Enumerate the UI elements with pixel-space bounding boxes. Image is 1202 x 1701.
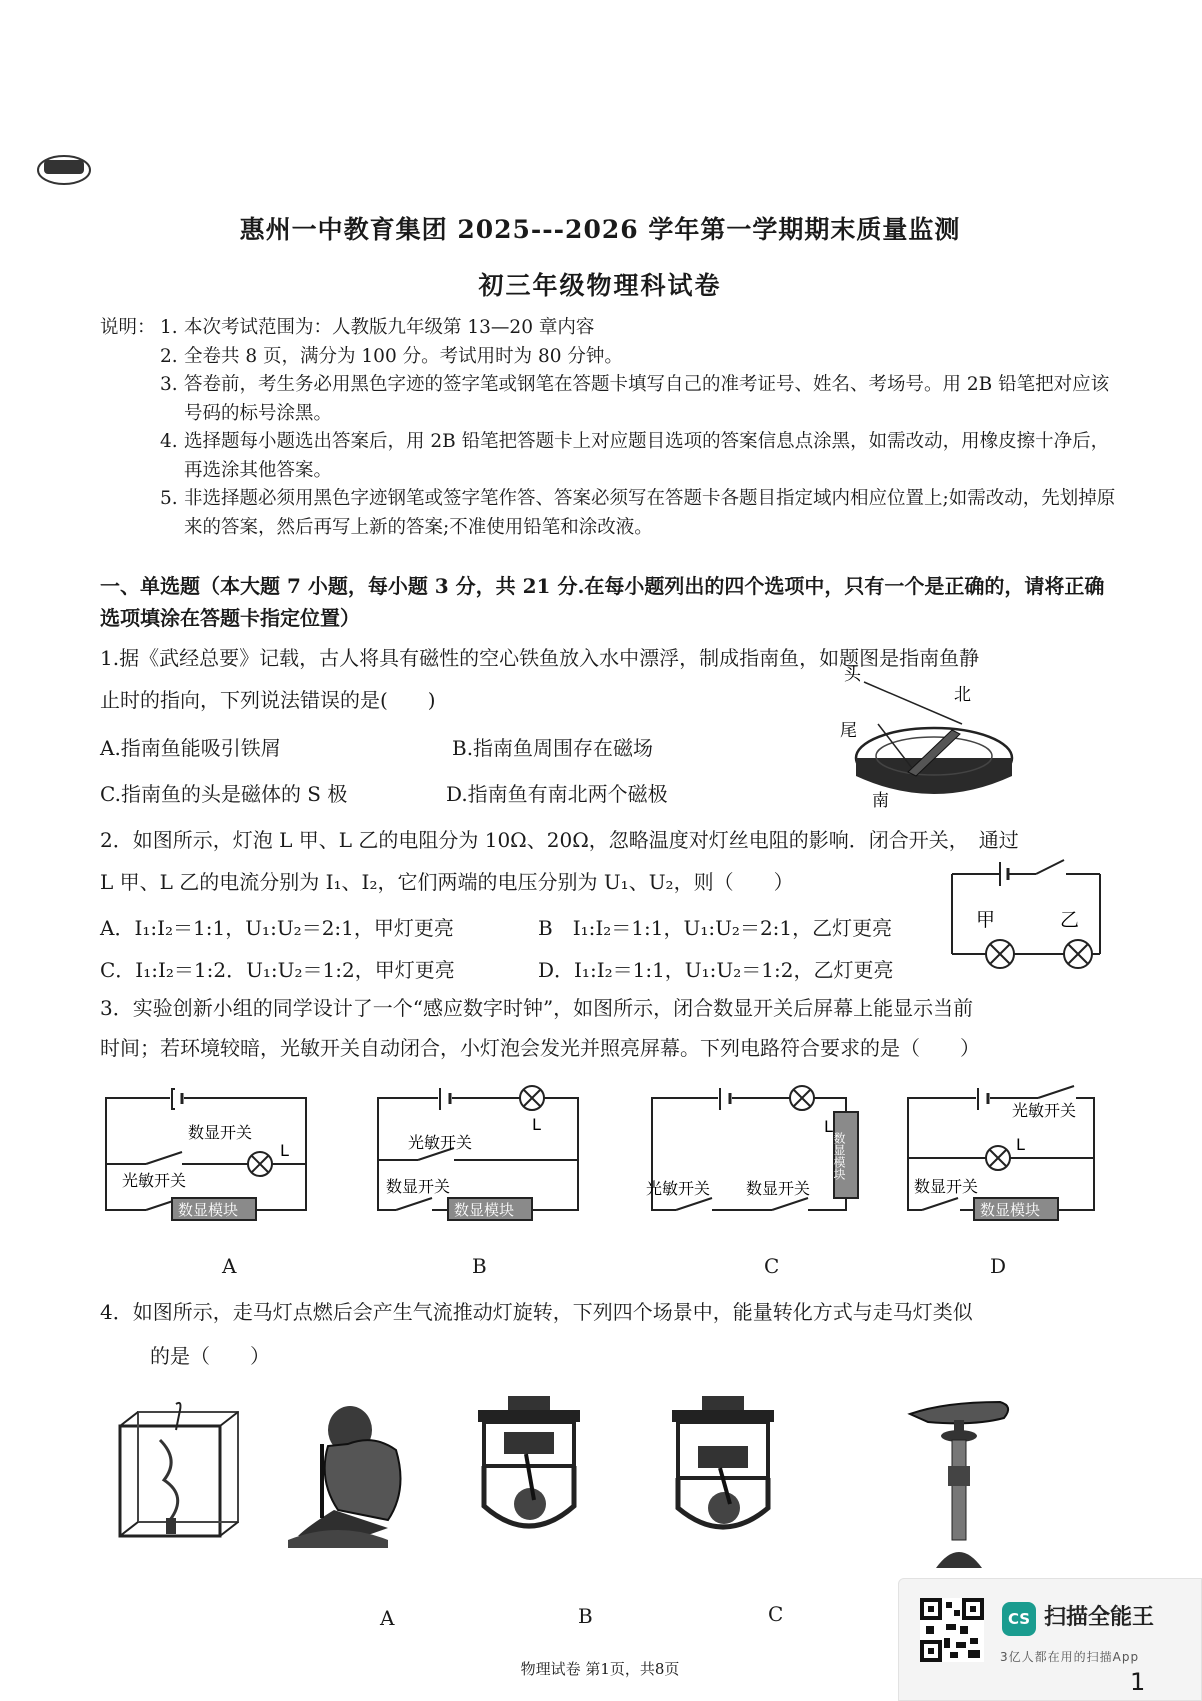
watermark-tagline: 3亿人都在用的扫描App: [1000, 1650, 1140, 1664]
engine-c-illustration: [668, 1396, 778, 1546]
q3-circuit-d: [902, 1082, 1102, 1232]
q3-circuit-b: [372, 1082, 592, 1232]
instruction-item: 选择题每小题选出答案后，用 2B 铅笔把答题卡上对应题目选项的答案信息点涂黑，如需改动，用橡皮擦十净后，再选涂其他答案。: [184, 431, 1110, 481]
label-module: 数显模块: [832, 1132, 846, 1180]
q1-option-a: A.指南鱼能吸引铁屑: [100, 736, 281, 760]
page-number: 1: [1130, 1668, 1146, 1696]
q3-circuit-c: [646, 1082, 866, 1232]
label-sw: 光敏开关: [646, 1179, 711, 1198]
q2-circuit-figure: [946, 858, 1106, 978]
instruction-item: 本次考试范围为：人教版九年级第 13—20 章内容: [184, 317, 595, 338]
label-sw: 数显开关: [914, 1177, 979, 1196]
instructions-label: 说明：: [100, 317, 156, 338]
q2-option-c: C．I₁:I₂＝1:2．U₁:U₂＝1:2，甲灯更亮: [100, 958, 455, 982]
exam-subtitle: 初三年级物理科试卷: [478, 271, 722, 300]
page-footer: 物理试卷 第1页，共8页: [520, 1660, 680, 1678]
q1-option-d: D.指南鱼有南北两个磁极: [446, 782, 668, 806]
scene-label-c: C: [768, 1602, 784, 1626]
q3-stem-line2: 时间；若环境较暗，光敏开关自动闭合，小灯泡会发光并照亮屏幕。下列电路符合要求的是（ ）: [100, 1036, 980, 1060]
label-north: 北: [954, 685, 971, 705]
instruction-item: 全卷共 8 页，满分为 100 分。考试用时为 80 分钟。: [184, 345, 623, 367]
label-sw: 数显开关: [746, 1179, 811, 1198]
label-head: 头: [844, 665, 861, 685]
camscanner-logo-icon: CS: [1002, 1602, 1036, 1636]
q2-option-b: B I₁:I₂＝1:1，U₁:U₂＝2:1，乙灯更亮: [538, 916, 893, 940]
wood-drilling-illustration: [278, 1400, 448, 1550]
q3-circuit-a: [100, 1082, 320, 1232]
scene-label-a: A: [380, 1606, 395, 1630]
q1-option-b: B.指南鱼周围存在磁场: [452, 736, 654, 760]
label-lamp: L: [824, 1117, 833, 1136]
engine-b-illustration: [474, 1396, 584, 1546]
circuit-label-c: C: [764, 1254, 780, 1278]
q3-stem-line1: 3．实验创新小组的同学设计了一个“感应数字时钟”，如图所示，闭合数显开关后屏幕上能显示当前: [100, 996, 974, 1020]
q4-stem-line2: 的是（ ）: [150, 1344, 270, 1368]
label-sw: 光敏开关: [408, 1133, 473, 1152]
qr-code-icon: [920, 1598, 984, 1662]
circuit-label-d: D: [990, 1254, 1007, 1278]
q1-option-c: C.指南鱼的头是磁体的 S 极: [100, 782, 348, 806]
scene-label-b: B: [578, 1604, 593, 1628]
instructions: 说明： 1. 本次考试范围为：人教版九年级第 13—20 章内容 2. 全卷共 8 页，满分为 100 分。考试用时为 80 分钟。 3. 答卷前，考生务必用黑色字迹的签字笔或钢笔在答题卡填写自己的准考证号、姓名、考场号。用 2B 铅笔把对应该号码的标号涂黑。 4. 选择题每小题选出答案后，用 2B 铅笔把答题卡上对应题目选项的答案信息点涂黑，如需改动，用橡皮擦十净后，再选涂其他答案。 5. 非选择题必须用黑色字迹钢笔或签字笔作答、答案必须写在答题卡各题目指定域内相应位置上;如需改动，先划掉原来的答案，然后再写上新的答案;不准使用铅笔和涂改液。: [100, 314, 1120, 542]
label-lamp-jia: 甲: [976, 909, 996, 931]
q1-stem-line1: 1.据《武经总要》记载，古人将具有磁性的空心铁鱼放入水中漂浮，制成指南鱼，如题图是指南鱼静: [100, 646, 980, 670]
q2-stem-line2: L 甲、L 乙的电流分别为 I₁、I₂，它们两端的电压分别为 U₁、U₂，则（ ）: [100, 870, 794, 894]
label-tail: 尾: [840, 721, 857, 741]
watermark-app-name: 扫描全能王: [1044, 1605, 1155, 1630]
circuit-label-b: B: [472, 1254, 487, 1278]
instruction-item: 非选择题必须用黑色字迹钢笔或签字笔作答、答案必须写在答题卡各题目指定域内相应位置上;如需改动，先划掉原来的答案，然后再写上新的答案;不准使用铅笔和涂改液。: [184, 488, 1116, 538]
compass-fish-figure: [840, 665, 1022, 812]
q4-stem-line1: 4．如图所示，走马灯点燃后会产生气流推动灯旋转，下列四个场景中，能量转化方式与走马灯类似: [100, 1300, 973, 1324]
q2-option-a: A．I₁:I₂＝1:1，U₁:U₂＝2:1，甲灯更亮: [100, 916, 454, 940]
label-module: 数显模块: [178, 1201, 239, 1219]
q2-option-d: D．I₁:I₂＝1:1，U₁:U₂＝1:2，乙灯更亮: [538, 958, 894, 982]
label-module: 数显模块: [454, 1201, 515, 1219]
label-module: 数显模块: [980, 1201, 1041, 1219]
lantern-illustration: [110, 1400, 240, 1550]
oil-lamp-illustration: [904, 1396, 1024, 1586]
label-sw: 光敏开关: [1012, 1101, 1077, 1120]
label-lamp-yi: 乙: [1060, 909, 1080, 931]
label-sw: 数显开关: [188, 1123, 253, 1142]
q2-stem-line1: 2．如图所示，灯泡 L 甲、L 乙的电阻分为 10Ω、20Ω，忽略温度对灯丝电阻的影响．闭合开关， 通过: [100, 828, 1019, 852]
label-sw: 数显开关: [386, 1177, 451, 1196]
label-lamp: L: [532, 1115, 541, 1134]
label-sw: 光敏开关: [122, 1171, 187, 1190]
label-south: 南: [872, 791, 889, 811]
section-heading: 一、单选题（本大题 7 小题，每小题 3 分，共 21 分.在每小题列出的四个选项中，只有一个是正确的，请将正确选项填涂在答题卡指定位置）: [100, 574, 1105, 630]
circuit-label-a: A: [222, 1254, 237, 1278]
instruction-item: 答卷前，考生务必用黑色字迹的签字笔或钢笔在答题卡填写自己的准考证号、姓名、考场号。用 2B 铅笔把对应该号码的标号涂黑。: [184, 374, 1110, 424]
q1-stem-line2: 止时的指向，下列说法错误的是( ): [100, 688, 436, 712]
label-lamp: L: [1016, 1135, 1025, 1154]
scan-binding-mark: [34, 150, 94, 190]
label-lamp: L: [280, 1141, 289, 1160]
exam-title: 惠州一中教育集团 2025---2026 学年第一学期期末质量监测: [239, 215, 961, 244]
